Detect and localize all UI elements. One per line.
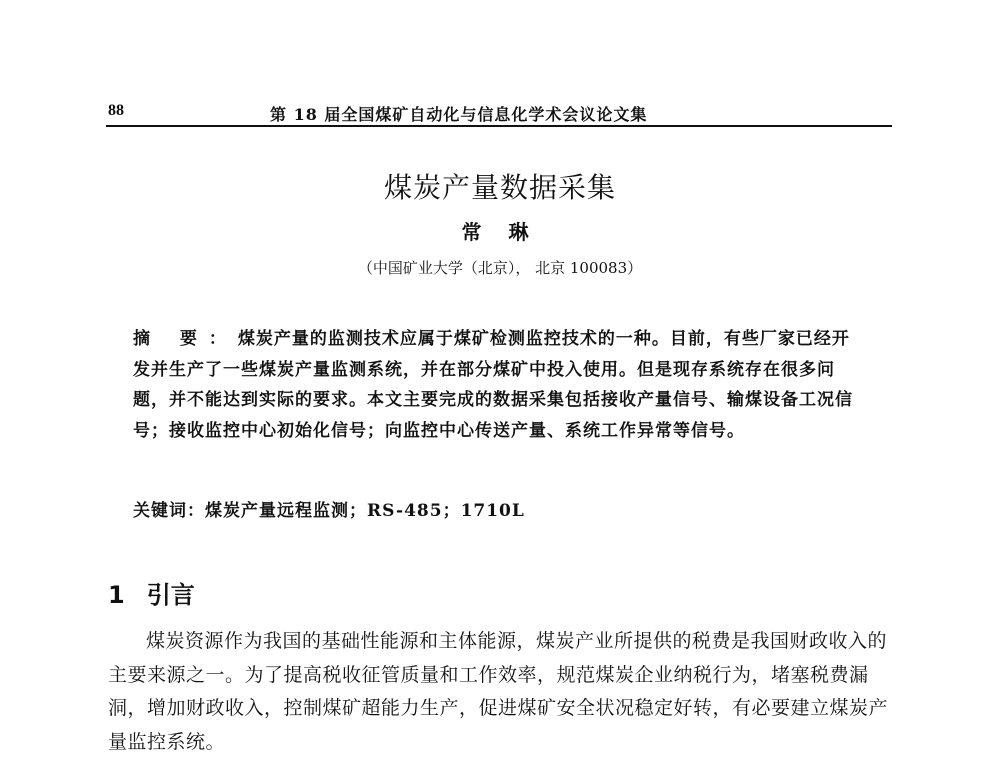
keywords-text: 煤炭产量远程监测；RS-485；1710L — [205, 501, 525, 521]
keywords — [133, 496, 865, 521]
abstract-text: 煤炭产量的监测技术应属于煤矿检测监控技术的一种。目前，有些厂家已经开发并生产了一些煤炭产量监测系统，并在部分煤矿中投入使用。但是现存系统存在很多问题，并不能达到实际的要求。本文主要完成的数据采集包括接收产量信号、输煤设备工况信号；接收监控中心初始化信号；向监控中心传送产量、系统工作异常等信号。 — [133, 329, 853, 441]
abstract-label: 摘 要： — [133, 329, 238, 349]
page-number: 88 — [108, 102, 124, 119]
article-title: 煤炭产量数据采集 — [383, 171, 616, 204]
header-divider — [106, 125, 892, 127]
section-paragraph: 煤炭资源作为我国的基础性能源和主体能源，煤炭产业所提供的税费是我国财政收入的主要来源之一。为了提高税收征管质量和工作效率，规范煤炭企业纳税行为，堵塞税费漏洞，增加财政收入，控制煤矿超能力生产，促进煤矿安全状况稳定好转，有必要建立煤炭产量监控系统。 — [108, 630, 889, 753]
abstract — [133, 324, 865, 446]
article-author: 常 琳 — [461, 220, 539, 244]
section-title: 引言 — [146, 581, 195, 609]
running-header-title: 第 18 届全国煤矿自动化与信息化学术会议论文集 — [270, 105, 648, 124]
section-number: 1 — [108, 581, 125, 609]
section-heading — [108, 575, 195, 610]
keywords-label: 关键词： — [133, 501, 205, 521]
article-affiliation: （中国矿业大学（北京）， 北京 100083） — [357, 259, 643, 277]
